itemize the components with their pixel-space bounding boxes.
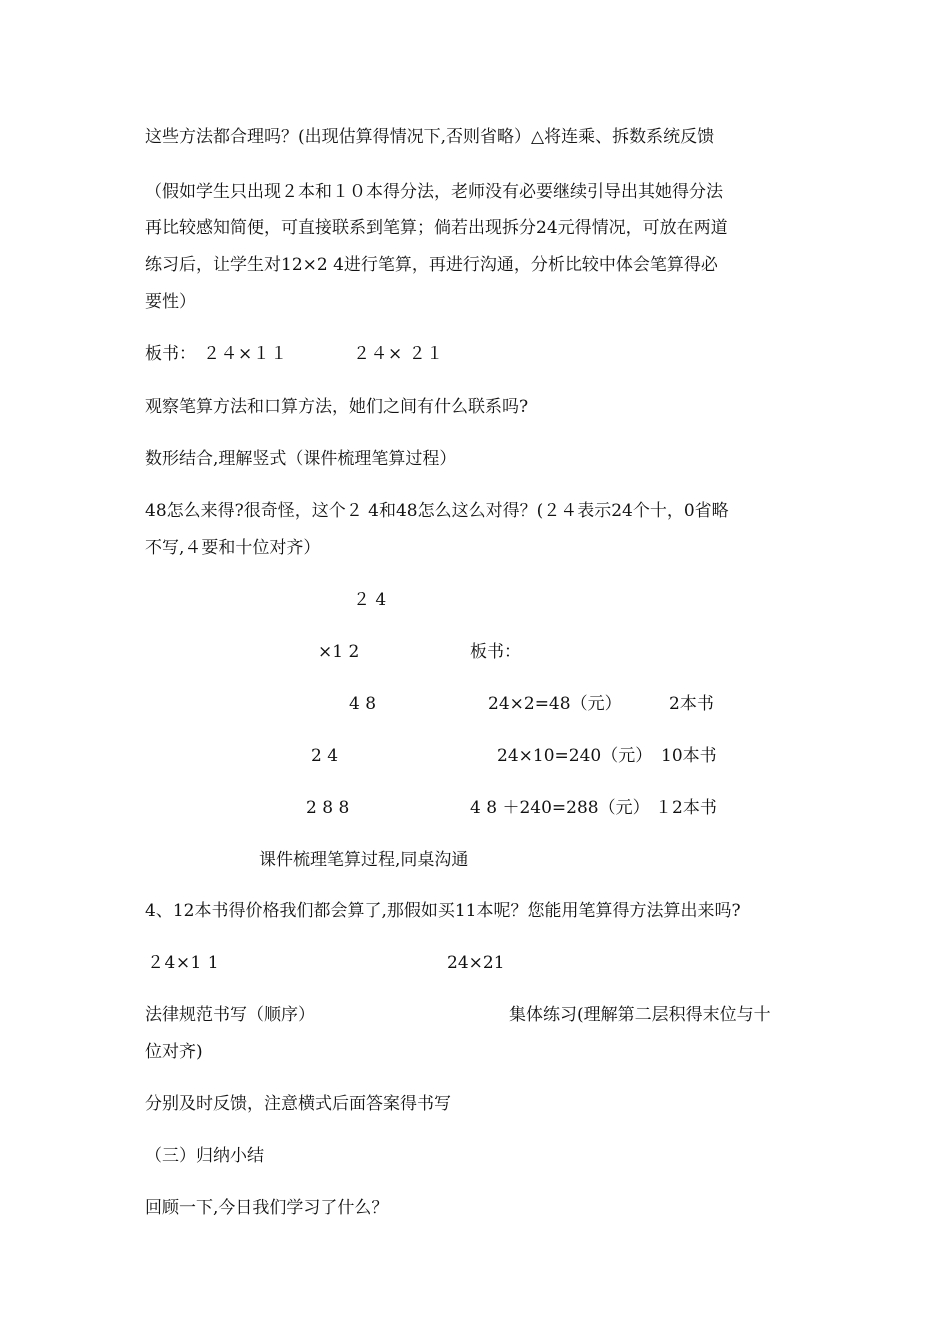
text-line: 观察笔算方法和口算方法，她们之间有什么联系吗?	[145, 397, 529, 417]
text-line: 分别及时反馈，注意横式后面答案得书写	[145, 1094, 451, 1114]
question-line: 4、12本书得价格我们都会算了,那假如买11本呢？您能用笔算得方法算出来吗?	[145, 901, 741, 921]
text-line: 要性）	[145, 292, 196, 312]
task-right: 集体练习(理解第二层积得末位与十	[509, 1005, 771, 1025]
text-line: 练习后，让学生对12×2 4进行笔算，再进行沟通，分析比较中体会笔算得必	[145, 255, 718, 275]
expression: ２4×1 1	[147, 953, 220, 973]
task-left: 法律规范书写（顺序）	[145, 1005, 315, 1025]
board-expression: ２４× ２１	[353, 344, 444, 364]
board-expression: ２４×１１	[203, 344, 288, 364]
board-label: 板书：	[470, 642, 521, 662]
vertical-row: ２ 4	[353, 590, 387, 610]
text-line: （假如学生只出现２本和１０本得分法，老师没有必要继续引导出其她得分法	[145, 182, 723, 202]
vertical-row: ×1 2	[318, 642, 360, 662]
board-equation: 24×2=48（元）	[488, 694, 622, 714]
vertical-row: 2 8 8	[306, 798, 350, 818]
text-line: 48怎么来得?很奇怪，这个２ 4和48怎么这么对得？(２４表示24个十，0省略	[145, 501, 729, 521]
text-line: 数形结合,理解竖式（课件梳理笔算过程）	[145, 449, 457, 469]
text-line: 不写,４要和十位对齐）	[145, 538, 321, 558]
text-line: 再比较感知简便，可直接联系到笔算；倘若出现拆分24元得情况，可放在两道	[145, 218, 728, 238]
section-heading: （三）归纳小结	[145, 1146, 264, 1166]
board-equation: 4 8 ＋240=288（元）	[470, 798, 650, 818]
vertical-row: 2 4	[311, 746, 339, 766]
expression: 24×21	[447, 953, 505, 973]
vertical-row: 4 8	[349, 694, 377, 714]
board-note: 10本书	[661, 746, 717, 766]
board-equation: 24×10=240（元）	[497, 746, 653, 766]
text-line: 回顾一下,今日我们学习了什么？	[145, 1198, 389, 1218]
caption-line: 课件梳理笔算过程,同桌沟通	[259, 850, 469, 870]
task-right-continued: 位对齐)	[145, 1042, 203, 1062]
text-line: 这些方法都合理吗？(出现估算得情况下,否则省略）△将连乘、拆数系统反馈	[145, 127, 715, 147]
board-note: 2本书	[669, 694, 714, 714]
board-note: １2本书	[655, 798, 717, 818]
board-label: 板书：	[145, 344, 196, 364]
